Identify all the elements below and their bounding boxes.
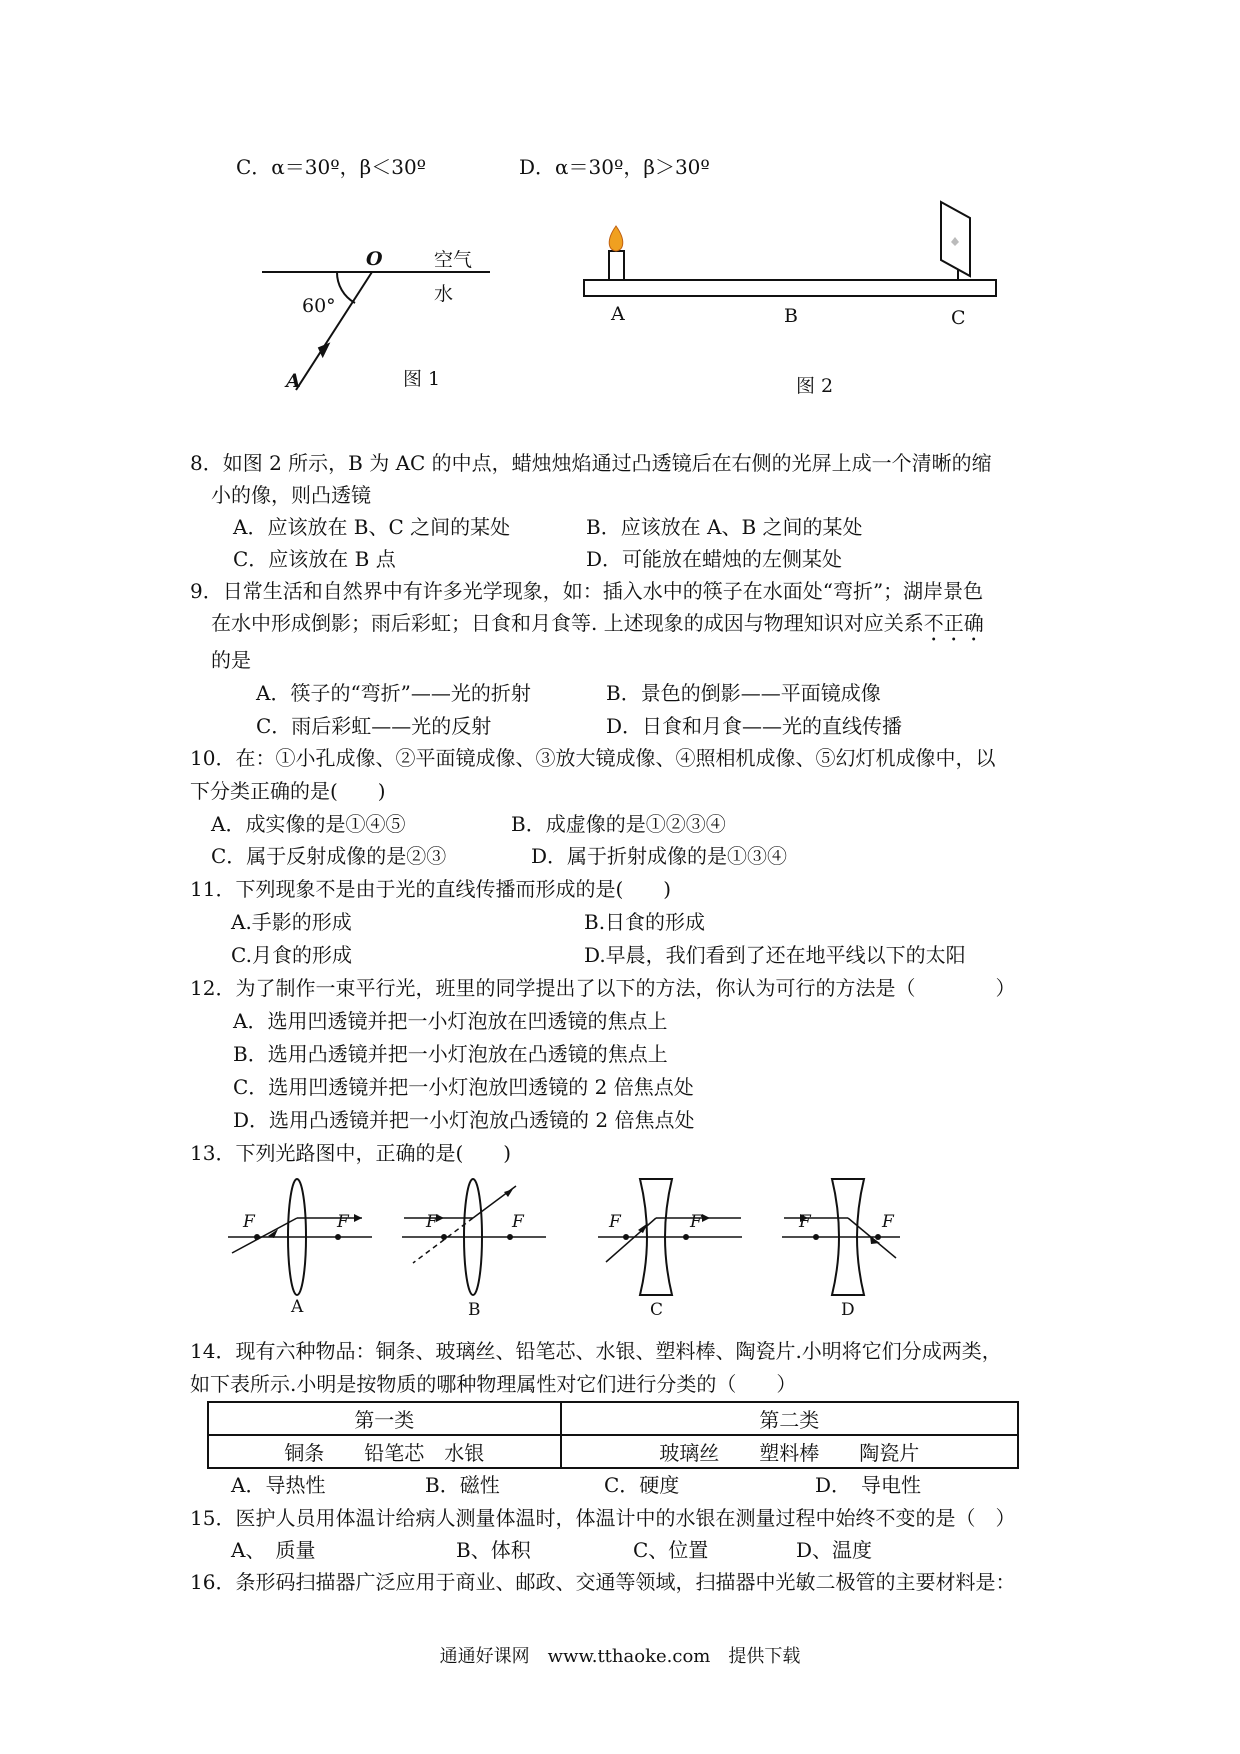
diagram-a-focus-right: F [337,1212,349,1232]
q10-option-a: A．成实像的是①④⑤ [211,812,406,836]
fig2-label-a: A [611,303,625,325]
q9-option-a: A．筷子的“弯折”——光的折射 [256,681,531,705]
q15-option-d: D、温度 [796,1538,873,1562]
q8-option-c: C．应该放在 B 点 [233,547,396,571]
table-row [208,1435,1018,1468]
q14-stem-line2: 如下表所示.小明是按物质的哪种物理属性对它们进行分类的（ ） [190,1372,797,1396]
diagram-a-focus-left: F [243,1212,255,1232]
q15-stem: 15．医护人员用体温计给病人测量体温时，体温计中的水银在测量过程中始终不变的是（ ） [190,1506,1016,1530]
table-cell: 铜条 铅笔芯 水银 [208,1435,561,1468]
q11-option-a: A.手影的形成 [231,910,352,934]
q8-option-b: B．应该放在 A、B 之间的某处 [586,515,863,539]
fig1-caption: 图 1 [403,368,441,390]
diagram-d-focus-right: F [882,1212,894,1232]
diagram-b-label: B [468,1300,481,1320]
fig2-label-c: C [951,307,966,329]
q14-stem-line1: 14．现有六种物品：铜条、玻璃丝、铅笔芯、水银、塑料棒、陶瓷片.小明将它们分成两类， [190,1339,1002,1363]
q7-option-d: D．α＝30º，β＞30º [519,155,710,179]
q9-stem-line1: 9．日常生活和自然界中有许多光学现象，如：插入水中的筷子在水面处“弯折”；湖岸景色 [190,579,984,603]
q10-stem-line2: 下分类正确的是( ) [190,779,386,803]
q12-option-c: C．选用凹透镜并把一小灯泡放凹透镜的 2 倍焦点处 [233,1075,694,1099]
q10-option-b: B．成虚像的是①②③④ [511,812,726,836]
q15-option-a: A、 质量 [231,1538,316,1562]
diagram-a-label: A [291,1297,304,1317]
fig1-label-water: 水 [434,283,454,305]
q8-stem-line1: 8．如图 2 所示，B 为 AC 的中点，蜡烛烛焰通过凸透镜后在右侧的光屏上成一个清晰的缩 [190,451,992,475]
q9-emphasis-not-correct: 不正确 [923,611,984,635]
diagram-a-convex-lens [228,1179,372,1295]
diagram-d-concave-lens [782,1179,900,1295]
fig2-label-b: B [784,305,798,327]
q7-option-c: C．α＝30º，β＜30º [236,155,427,179]
diagram-c-label: C [650,1300,664,1320]
fig1-label-air: 空气 [434,249,473,271]
q11-option-b: B.日食的形成 [584,910,706,934]
fig2-caption: 图 2 [796,375,834,397]
q16-stem: 16．条形码扫描器广泛应用于商业、邮政、交通等领域，扫描器中光敏二极管的主要材料是： [190,1570,1016,1594]
classification-table [207,1401,1019,1469]
q10-stem-line1: 10．在：①小孔成像、②平面镜成像、③放大镜成像、④照相机成像、⑤幻灯机成像中，以 [190,746,996,770]
fig1-label-o: O [366,248,383,270]
q14-option-a: A．导热性 [231,1473,326,1497]
q9-option-d: D．日食和月食——光的直线传播 [606,714,903,738]
q9-option-b: B．景色的倒影——平面镜成像 [606,681,881,705]
q15-option-b: B、体积 [456,1538,531,1562]
diagram-c-focus-left: F [609,1212,621,1232]
diagram-c-concave-lens [598,1179,742,1295]
table-cell: 玻璃丝 塑料棒 陶瓷片 [561,1435,1018,1468]
q12-option-d: D．选用凸透镜并把一小灯泡放凸透镜的 2 倍焦点处 [233,1108,695,1132]
q10-option-c: C．属于反射成像的是②③ [211,844,447,868]
diagram-d-label: D [841,1300,855,1320]
q11-option-d: D.早晨，我们看到了还在地平线以下的太阳 [584,943,966,967]
q9-option-c: C．雨后彩虹——光的反射 [256,714,492,738]
q9-stem-line3: 的是 [211,648,251,672]
diagram-c-focus-right: F [690,1212,702,1232]
q13-stem: 13．下列光路图中，正确的是( ) [190,1141,512,1165]
q11-option-c: C.月食的形成 [231,943,352,967]
q12-stem: 12．为了制作一束平行光，班里的同学提出了以下的方法，你认为可行的方法是（ ） [190,976,1016,1000]
diagram-b-focus-left: F [426,1212,438,1232]
diagram-d-focus-left: F [799,1212,811,1232]
q14-option-b: B．磁性 [425,1473,500,1497]
diagram-b-convex-lens [402,1179,546,1295]
q8-stem-line2: 小的像，则凸透镜 [211,483,371,507]
q12-option-b: B．选用凸透镜并把一小灯泡放在凸透镜的焦点上 [233,1042,668,1066]
diagram-b-focus-right: F [512,1212,524,1232]
page-footer: 通通好课网 www.tthaoke.com 提供下载 [439,1646,801,1667]
q14-option-d: D． 导电性 [815,1473,922,1497]
q11-stem: 11．下列现象不是由于光的直线传播而形成的是( ) [190,877,672,901]
table-header-row [208,1402,1018,1435]
q9-stem-line2-text: 在水中形成倒影；雨后彩虹；日食和月食等. 上述现象的成因与物理知识对应关系 [211,611,924,635]
q8-option-a: A．应该放在 B、C 之间的某处 [233,515,511,539]
q15-option-c: C、位置 [633,1538,709,1562]
q8-option-d: D．可能放在蜡烛的左侧某处 [586,547,843,571]
table-header-cell: 第一类 [208,1402,561,1435]
table-header-cell: 第二类 [561,1402,1018,1435]
q12-option-a: A．选用凹透镜并把一小灯泡放在凹透镜的焦点上 [233,1009,668,1033]
q10-option-d: D．属于折射成像的是①③④ [531,844,788,868]
q14-option-c: C．硬度 [604,1473,680,1497]
fig1-label-a: A [286,370,301,392]
fig1-label-angle: 60° [302,295,336,317]
